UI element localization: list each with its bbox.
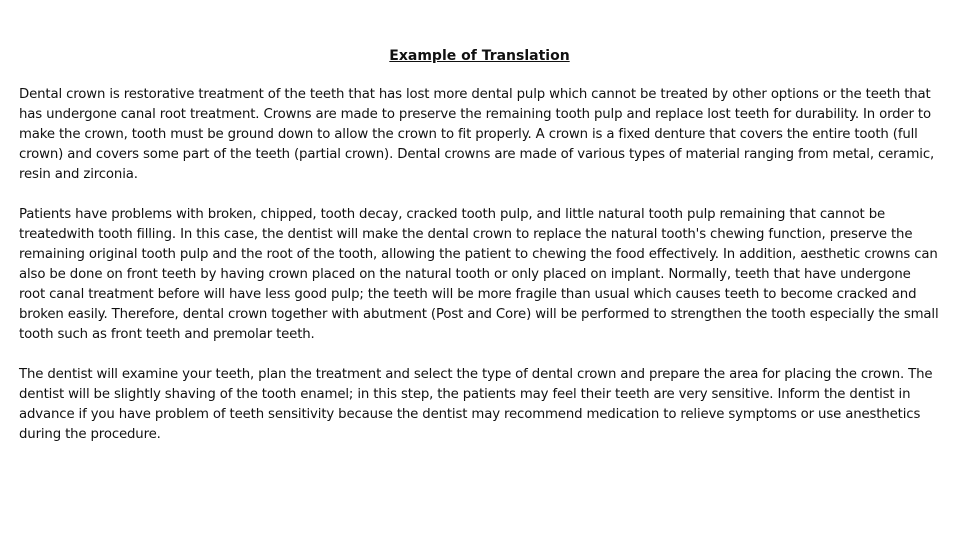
paragraph-procedure: The dentist will examine your teeth, plan the treatment and select the type of dental crown and prepare the area for placing the crown. The dentist will be slightly shaving of the tooth enamel; in this step, the patients may feel their teeth are very sensitive. Inform the dentist in advance if you have problem of teeth sensitivity because the dentist may recommend medication to relieve symptoms or use anesthetics during the procedure. [19, 367, 933, 442]
paragraph-patient-indications: Patients have problems with broken, chipped, tooth decay, cracked tooth pulp, and little natural tooth pulp remaining that cannot be treatedwith tooth filling. In this case, the dentist will make the dental crown to replace the natural tooth's chewing function, preserve the remaining original tooth pulp and the root of the tooth, allowing the patient to chewing the food effectively. In addition, aesthetic crowns can also be done on front teeth by having crown placed on the natural tooth or only placed on implant. Normally, teeth that have undergone root canal treatment before will have less good pulp; the teeth will be more fragile than usual which causes teeth to become cracked and broken easily. Therefore, dental crown together with abutment (Post and Core) will be performed to strengthen the tooth especially the small tooth such as front teeth and premolar teeth. [19, 207, 939, 342]
paragraph-dental-crown-definition: Dental crown is restorative treatment of the teeth that has lost more dental pulp which cannot be treated by other options or the teeth that has undergone canal root treatment. Crowns are made to preserve the remaining tooth pulp and replace lost teeth for durability. In order to make the crown, tooth must be ground down to allow the crown to fit properly. A crown is a fixed denture that covers the entire tooth (full crown) and covers some part of the teeth (partial crown). Dental crowns are made of various types of material ranging from metal, ceramic, resin and zirconia. [19, 87, 935, 182]
document-title: Example of Translation [389, 48, 570, 64]
